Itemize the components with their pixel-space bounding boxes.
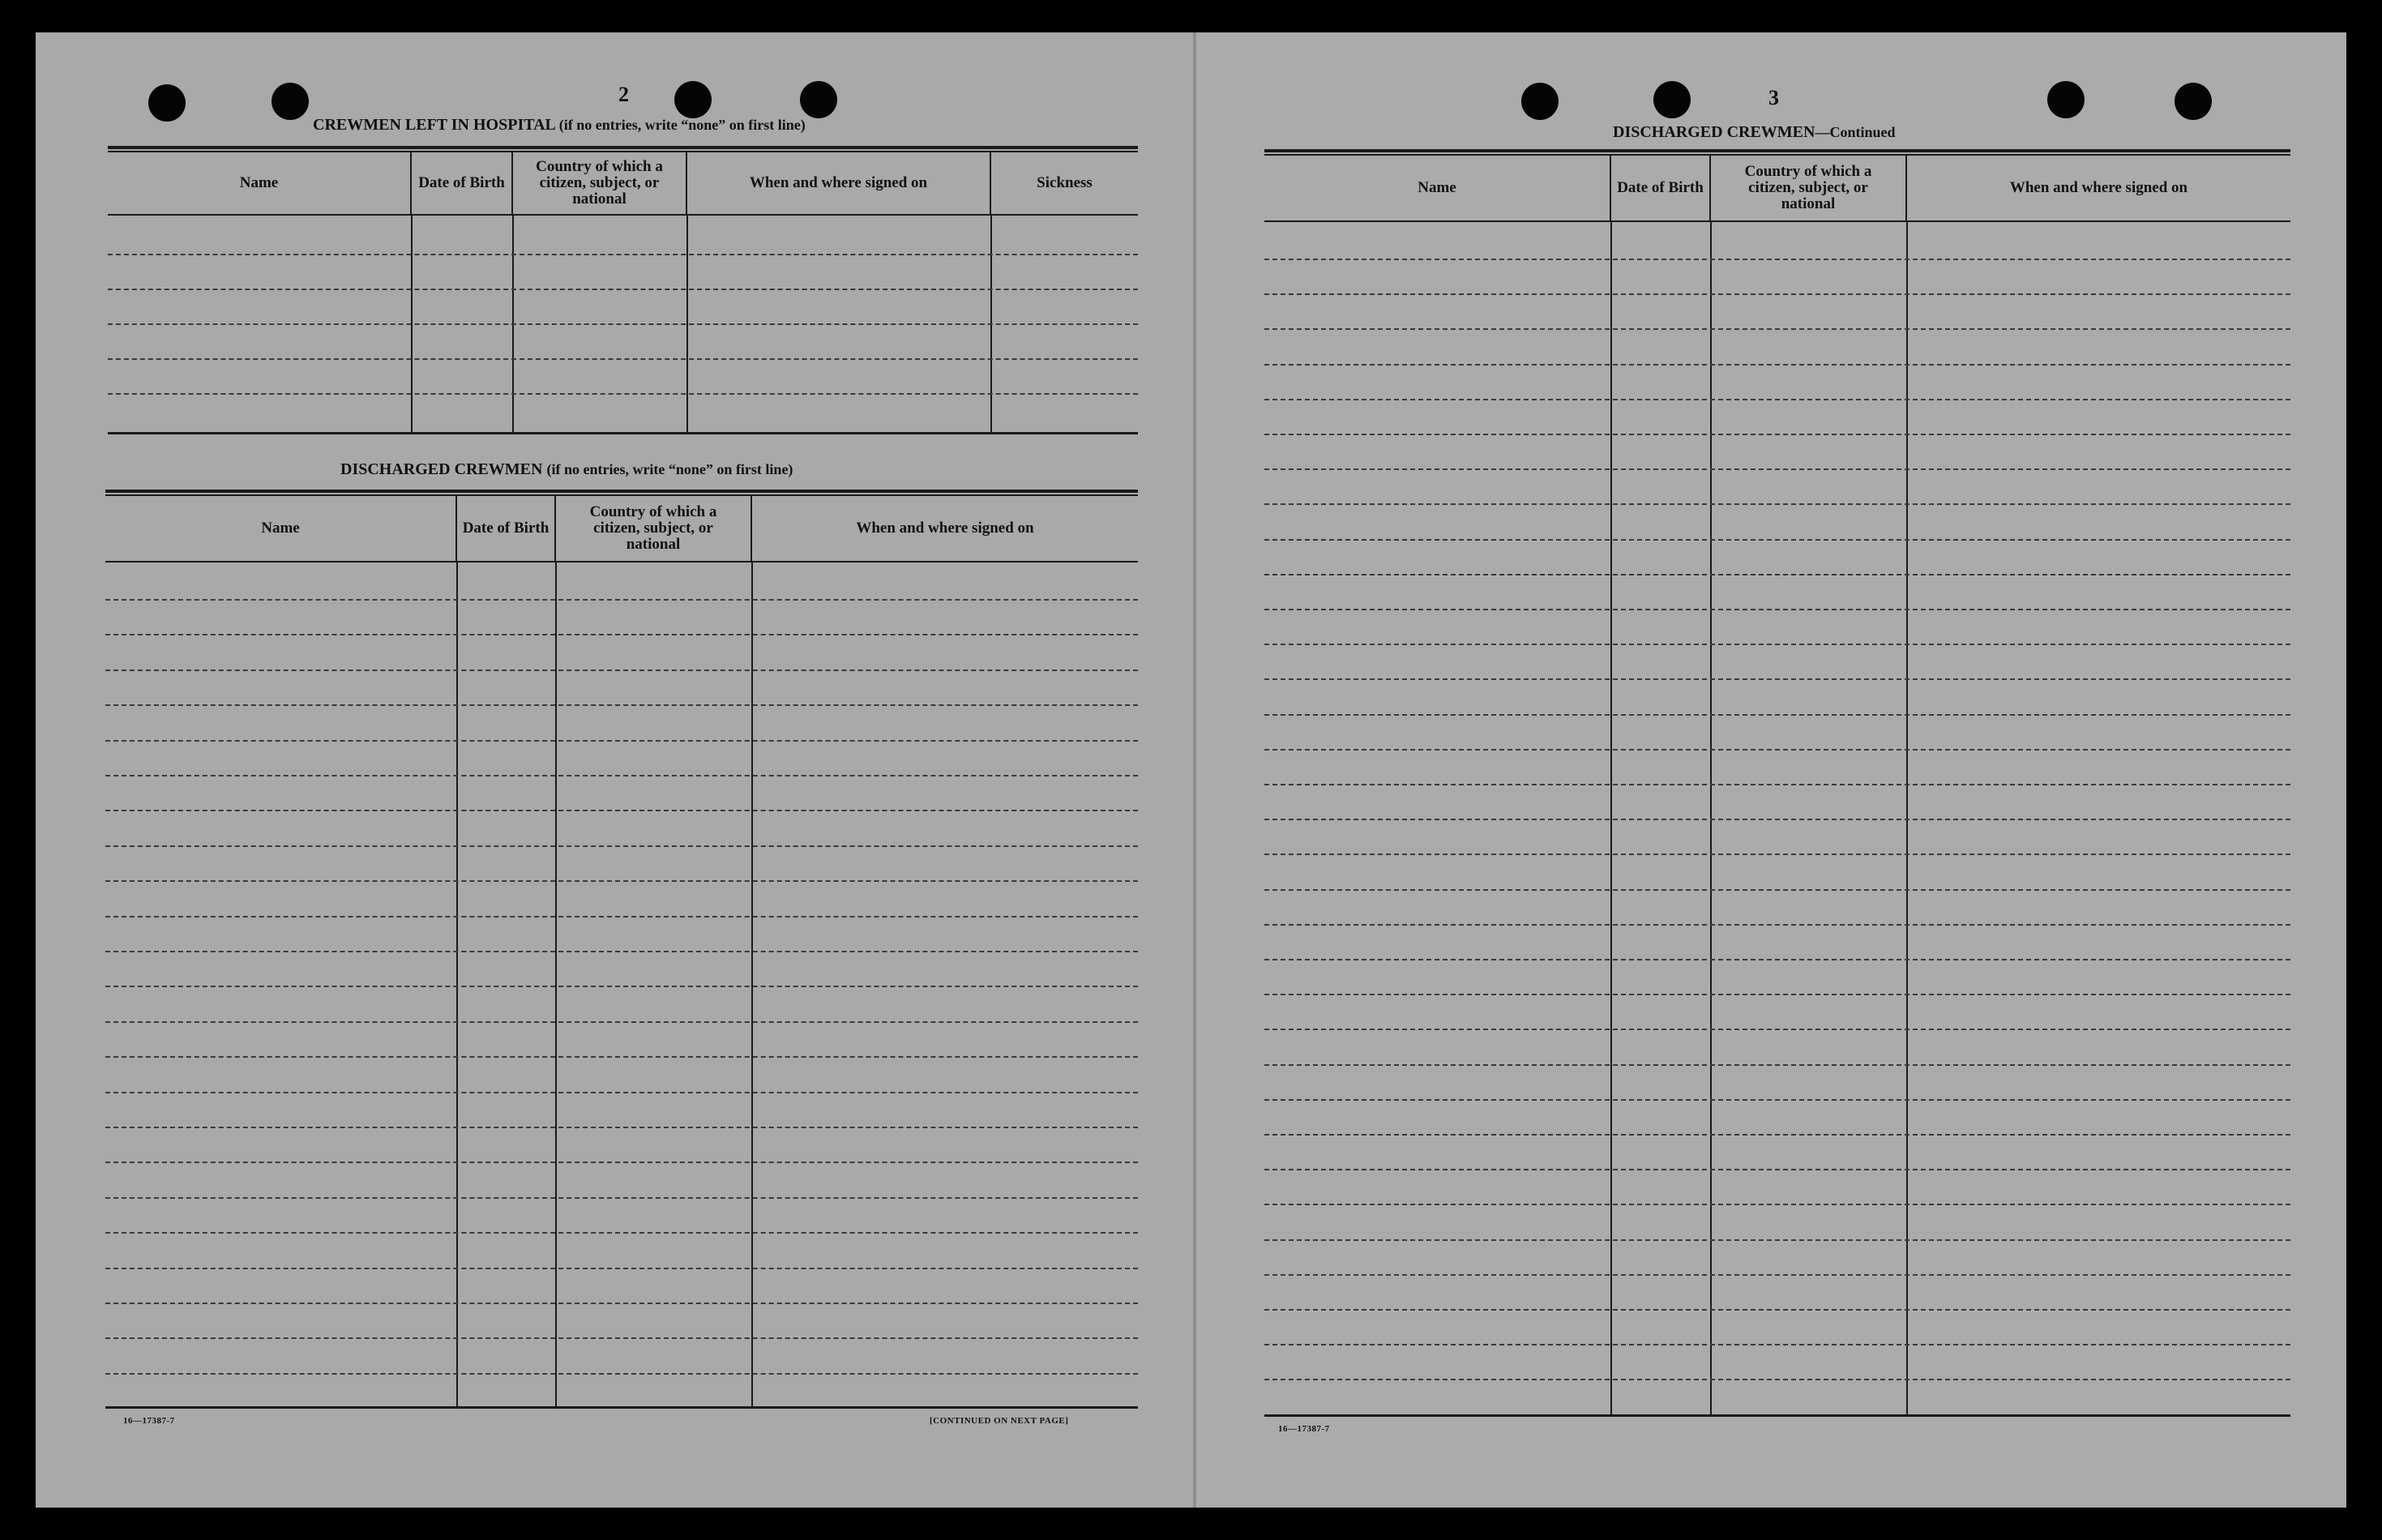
page-fold	[1193, 32, 1196, 1508]
row-line	[108, 358, 1138, 360]
row-line	[108, 289, 1138, 290]
row-line	[108, 254, 1138, 255]
row-line	[105, 1337, 1138, 1339]
row-line	[105, 775, 1138, 776]
discharged-title-text: DISCHARGED CREWMEN	[340, 460, 543, 478]
row-line	[1264, 293, 2290, 295]
page-number-left: 2	[618, 83, 629, 106]
punch-hole	[800, 81, 837, 118]
discharged-col-dob: Date of Birth	[457, 496, 556, 561]
row-line	[105, 740, 1138, 742]
punch-hole	[148, 84, 186, 122]
row-line	[1264, 784, 2290, 785]
col-divider	[751, 561, 753, 1409]
discharged-col-signed-on: When and where signed on	[856, 520, 1034, 537]
row-line	[1264, 328, 2290, 330]
punch-hole	[1653, 81, 1691, 118]
row-line	[1264, 1344, 2290, 1345]
discharged-table-header	[105, 494, 1138, 563]
punch-hole	[674, 81, 712, 118]
row-line	[105, 704, 1138, 706]
hospital-col-signed-on: When and where signed on	[687, 152, 991, 214]
continued-title-text: DISCHARGED CREWMEN	[1613, 123, 1815, 141]
row-line	[105, 1373, 1138, 1375]
row-line	[105, 1268, 1138, 1269]
continued-section-title	[1613, 123, 1896, 142]
row-line	[105, 1232, 1138, 1234]
continued-note: [CONTINUED ON NEXT PAGE]	[930, 1416, 1069, 1426]
hospital-col-dob: Date of Birth	[412, 152, 513, 214]
discharged-table	[105, 490, 1138, 1409]
punch-hole	[2047, 81, 2085, 118]
row-line	[105, 916, 1138, 918]
discharged-col-country: Country of which a citizen, subject, or national	[556, 496, 752, 561]
discharged-section-title	[340, 460, 793, 479]
hospital-col-sickness: Sickness	[1037, 174, 1093, 192]
hospital-section-title	[313, 116, 806, 135]
row-line	[105, 669, 1138, 671]
row-line	[105, 810, 1138, 811]
table-bottom-line	[1264, 1414, 2290, 1417]
col-divider	[456, 561, 458, 1409]
row-line	[1264, 1064, 2290, 1066]
row-line	[1264, 1379, 2290, 1380]
row-line	[105, 880, 1138, 882]
row-line	[105, 1021, 1138, 1023]
row-line	[105, 599, 1138, 601]
table-bottom-line	[105, 1406, 1138, 1409]
row-line	[1264, 434, 2290, 435]
continued-table-header	[1264, 154, 2290, 222]
hospital-subtitle-text: (if no entries, write “none” on first line)	[558, 117, 806, 133]
row-line	[105, 951, 1138, 952]
row-line	[105, 634, 1138, 635]
continued-col-country: Country of which a citizen, subject, or national	[1711, 156, 1907, 220]
table-bottom-line	[108, 432, 1138, 434]
row-line	[105, 1092, 1138, 1093]
col-divider	[555, 561, 557, 1409]
row-line	[1264, 574, 2290, 575]
row-line	[1264, 539, 2290, 541]
row-line	[105, 845, 1138, 847]
hospital-table-header	[108, 151, 1138, 216]
row-line	[105, 1056, 1138, 1058]
row-line	[1264, 889, 2290, 891]
row-line	[105, 1127, 1138, 1128]
row-line	[1264, 399, 2290, 400]
row-line	[1264, 749, 2290, 751]
row-line	[1264, 714, 2290, 716]
row-line	[1264, 959, 2290, 960]
row-line	[1264, 503, 2290, 505]
continued-col-signed-on: When and where signed on	[2009, 179, 2188, 197]
row-line	[1264, 994, 2290, 995]
row-line	[105, 1197, 1138, 1199]
continued-col-dob: Date of Birth	[1611, 156, 1711, 220]
continued-table	[1264, 149, 2290, 1417]
punch-hole	[1521, 83, 1559, 120]
row-line	[1264, 853, 2290, 855]
punch-hole	[2175, 83, 2212, 120]
row-line	[1264, 609, 2290, 610]
row-line	[1264, 1099, 2290, 1101]
hospital-col-name: Name	[108, 152, 412, 214]
row-line	[1264, 1309, 2290, 1311]
row-line	[1264, 1169, 2290, 1170]
row-line	[1264, 644, 2290, 645]
form-number-right: 16—17387-7	[1278, 1424, 1330, 1434]
row-line	[105, 986, 1138, 987]
form-number-left: 16—17387-7	[123, 1416, 175, 1426]
discharged-subtitle-text: (if no entries, write “none” on first line)	[546, 461, 793, 477]
row-line	[1264, 1134, 2290, 1136]
row-line	[1264, 1239, 2290, 1241]
discharged-col-name: Name	[105, 496, 457, 561]
hospital-col-country: Country of which a citizen, subject, or national	[513, 152, 687, 214]
punch-hole	[272, 83, 309, 120]
row-line	[1264, 1029, 2290, 1030]
continued-subtitle-text: —Continued	[1815, 124, 1896, 140]
row-line	[105, 1161, 1138, 1163]
row-line	[105, 1303, 1138, 1304]
row-line	[1264, 468, 2290, 470]
page-number-right: 3	[1768, 86, 1779, 109]
row-line	[108, 393, 1138, 395]
continued-col-name: Name	[1264, 156, 1611, 220]
row-line	[1264, 1274, 2290, 1276]
row-line	[1264, 1204, 2290, 1205]
row-line	[1264, 924, 2290, 926]
hospital-title-text: CREWMEN LEFT IN HOSPITAL	[313, 116, 555, 134]
row-line	[1264, 259, 2290, 260]
row-line	[1264, 364, 2290, 366]
row-line	[1264, 819, 2290, 820]
row-line	[1264, 678, 2290, 680]
hospital-table	[108, 146, 1138, 434]
row-line	[108, 323, 1138, 325]
